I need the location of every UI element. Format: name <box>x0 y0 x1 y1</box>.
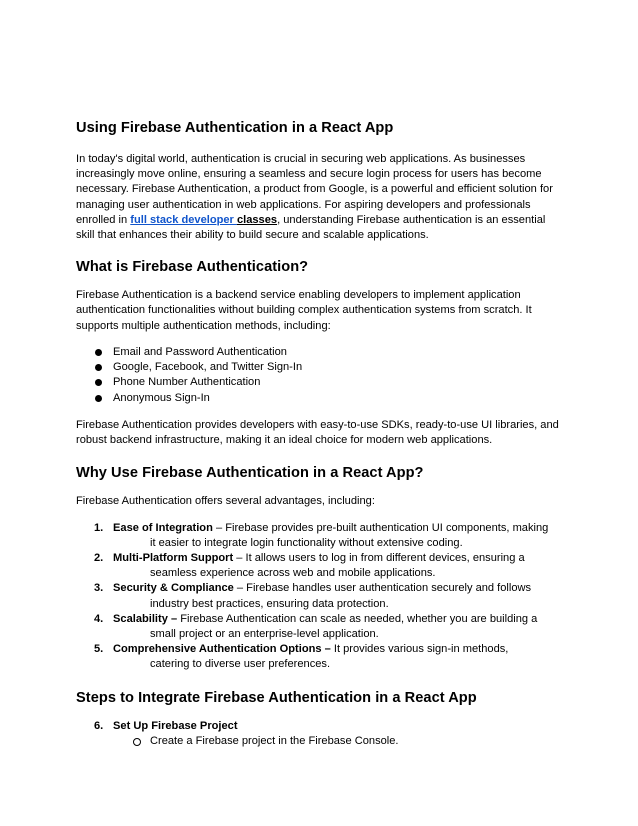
page-title: Using Firebase Authentication in a React App <box>76 120 394 136</box>
document-content <box>76 118 560 749</box>
bullet-icon <box>95 349 102 356</box>
section2-paragraph: Firebase Authentication offers several advantages, including: <box>76 495 375 508</box>
list-item: Email and Password Authentication <box>76 345 560 360</box>
bullet-icon <box>95 379 102 386</box>
sub-list-item: Create a Firebase project in the Firebase Console. <box>76 734 560 749</box>
full-stack-developer-link[interactable]: full stack developer <box>130 213 237 226</box>
list-number: 6. <box>94 719 104 732</box>
list-item: 4. Scalability – Firebase Authentication can scale as needed, whether you are building a small project or an enterprise-level application. <box>94 612 538 641</box>
auth-methods-list <box>76 345 560 406</box>
intro-text-1: In today's digital world, authentication is crucial in securing web applications. As businesses increasingly move online, ensuring a seamless and secure login process for users has become necessary. Firebase Authentication, a product from Google, is a powerful and efficient solution for managing user authentication in web applications. For aspiring developers and professionals enrolled in <box>76 153 553 226</box>
intro-text-2: , understanding Firebase authentication is an essential skill that enhances their ability to build secure and scalable applications. <box>76 213 546 242</box>
section-heading-what-is: What is Firebase Authentication? <box>76 259 309 276</box>
list-item: Anonymous Sign-In <box>76 391 560 406</box>
section1-paragraph-2: Firebase Authentication provides developers with easy-to-use SDKs, ready-to-use UI libraries, and robust backend infrastructure, making it an ideal choice for modern web applications. <box>76 419 559 447</box>
list-number: 3. <box>94 582 104 595</box>
list-item: 3. Security & Compliance – Firebase handles user authentication securely and follows industry best practices, ensuring data protection. <box>94 582 532 610</box>
classes-bold-text: classes <box>236 213 278 226</box>
section-heading-why-use: Why Use Firebase Authentication in a React App? <box>76 465 424 482</box>
section1-paragraph: Firebase Authentication is a backend service enabling developers to implement application authentication functionalities without building complex authentication systems from scratch. It supports multiple authentication methods, including: <box>76 289 532 332</box>
bullet-icon <box>95 395 102 402</box>
intro-paragraph <box>76 152 560 243</box>
list-item: 2. Multi-Platform Support – It allows users to log in from different devices, ensuring a seamless experience across web and mobile applications. <box>94 552 525 580</box>
list-item: 1. Ease of Integration – Firebase provides pre-built authentication UI components, making it easier to integrate login functionality without extensive coding. <box>94 521 549 549</box>
list-item: Phone Number Authentication <box>76 375 560 390</box>
section-heading-steps: Steps to Integrate Firebase Authentication in a React App <box>76 689 477 706</box>
advantages-list <box>76 521 560 673</box>
list-number: 1. <box>94 521 104 534</box>
hollow-bullet-icon <box>133 738 141 746</box>
list-number: 5. <box>94 643 104 656</box>
list-item: Google, Facebook, and Twitter Sign-In <box>76 360 560 375</box>
list-number: 2. <box>94 552 104 565</box>
steps-list <box>76 719 560 734</box>
list-number: 4. <box>94 612 104 625</box>
bullet-icon <box>95 364 102 371</box>
list-item <box>76 719 560 734</box>
step-label: Set Up Firebase Project <box>113 719 238 732</box>
list-item: 5. Comprehensive Authentication Options – It provides various sign-in methods, catering to diverse user preferences. <box>94 643 509 671</box>
